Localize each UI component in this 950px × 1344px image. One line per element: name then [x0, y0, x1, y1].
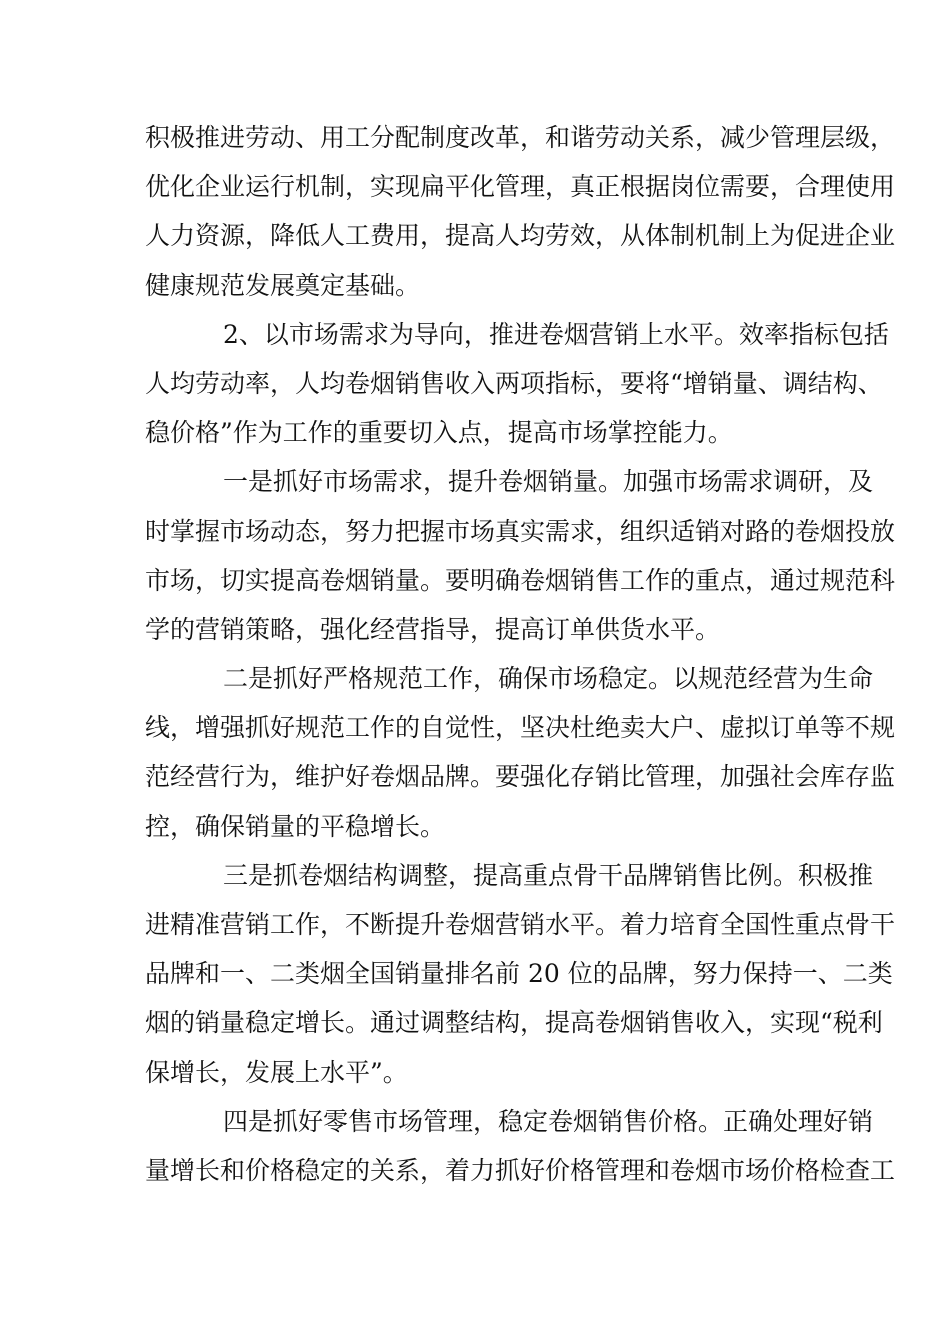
text-line: 学的营销策略，强化经营指导，提高订单供货水平。	[145, 614, 721, 644]
paragraph	[145, 113, 896, 310]
text-line: 品牌和一、二类烟全国销量排名前 20 位的品牌，努力保持一、二类	[145, 959, 893, 989]
text-line: 一是抓好市场需求，提升卷烟销量。加强市场需求调研，及	[223, 467, 874, 497]
text-line: 健康规范发展奠定基础。	[145, 270, 421, 300]
text-line: 量增长和价格稳定的关系，着力抓好价格管理和卷烟市场价格检查工	[145, 1155, 896, 1185]
text-line: 优化企业运行机制，实现扁平化管理，真正根据岗位需要，合理使用	[145, 172, 896, 202]
paragraph	[145, 310, 889, 458]
paragraph	[145, 654, 896, 851]
text-line: 2、以市场需求为导向，推进卷烟营销上水平。效率指标包括	[223, 319, 889, 349]
paragraph	[145, 1097, 896, 1195]
text-line: 控，确保销量的平稳增长。	[145, 811, 446, 841]
text-line: 积极推进劳动、用工分配制度改革，和谐劳动关系，减少管理层级，	[145, 123, 896, 152]
text-line: 市场，切实提高卷烟销量。要明确卷烟销售工作的重点，通过规范科	[145, 565, 896, 595]
text-line: 保增长，发展上水平”。	[145, 1057, 408, 1087]
text-line: 人力资源，降低人工费用，提高人均劳效，从体制机制上为促进企业	[145, 221, 896, 251]
text-line: 人均劳动率，人均卷烟销售收入两项指标，要将“增销量、调结构、	[145, 368, 883, 398]
text-line: 线，增强抓好规范工作的自觉性，坚决杜绝卖大户、虚拟订单等不规	[145, 713, 896, 743]
text-line: 时掌握市场动态，努力把握市场真实需求，组织适销对路的卷烟投放	[145, 516, 896, 546]
text-line: 稳价格”作为工作的重要切入点，提高市场掌控能力。	[145, 418, 733, 448]
document-body	[145, 113, 896, 1195]
text-line: 二是抓好严格规范工作，确保市场稳定。以规范经营为生命	[223, 664, 874, 694]
text-line: 三是抓卷烟结构调整，提高重点骨干品牌销售比例。积极推	[223, 860, 874, 890]
paragraph	[145, 457, 896, 654]
text-line: 四是抓好零售市场管理，稳定卷烟销售价格。正确处理好销	[223, 1106, 874, 1136]
text-line: 进精准营销工作，不断提升卷烟营销水平。着力培育全国性重点骨干	[145, 910, 896, 939]
paragraph	[145, 851, 896, 1097]
text-line: 烟的销量稳定增长。通过调整结构，提高卷烟销售收入，实现“税利	[145, 1008, 883, 1038]
text-line: 范经营行为，维护好卷烟品牌。要强化存销比管理，加强社会库存监	[145, 762, 896, 792]
